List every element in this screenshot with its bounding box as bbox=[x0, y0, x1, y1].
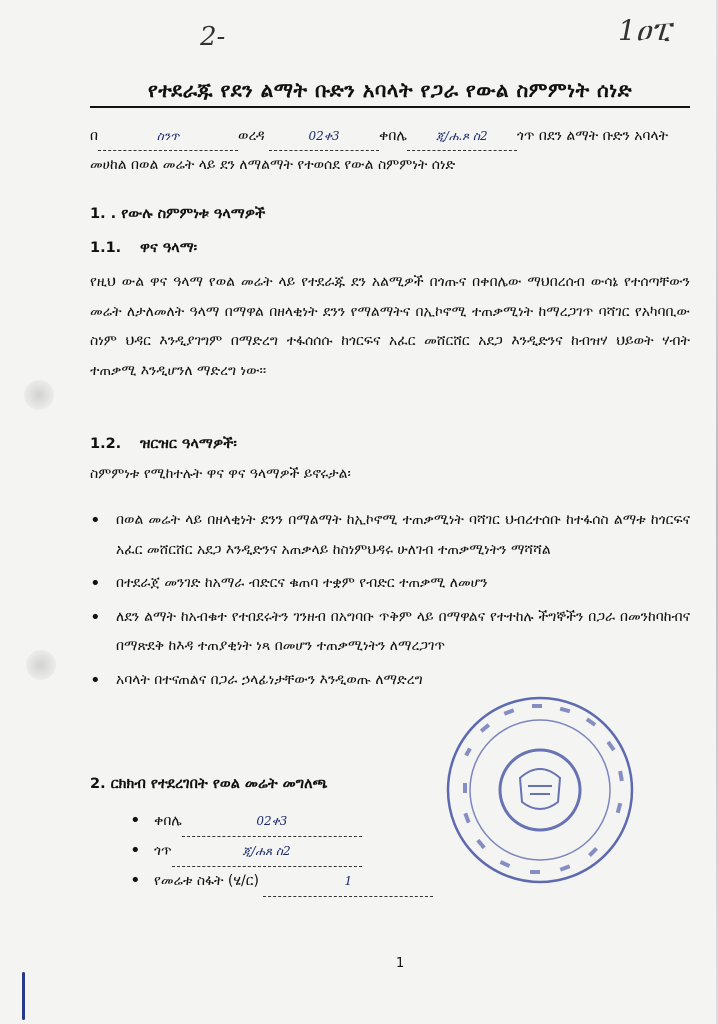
list-item: • በተደራጀ መንገድ ከአማራ ብድርና ቁጠባ ተቋም የብድር ተጠቃሚ ለመሆን bbox=[90, 569, 690, 599]
punch-hole-mark bbox=[26, 650, 56, 680]
list-item: • በወል መሬት ላይ በዘላቂነት ደንን በማልማት ከኢኮኖሚ ተጠቃሚነት ባሻገር ህብረተሰቡ ከተፋሰስ ልማቱ ከጎርፍና አፈር መሸርሸር አደጋ እንዲድንና አጠቃላይ ከስነምህዳሩ ሁለገብ ተጠቃሚነትን ማሻሻል bbox=[90, 506, 690, 565]
subsection-1-2-heading bbox=[90, 436, 237, 452]
intro-paragraph bbox=[90, 122, 690, 179]
handwritten-reference-number: 1ዐፒ bbox=[618, 14, 671, 47]
subsection-number: 1.2. bbox=[90, 436, 122, 452]
gott-fill: ጂ/ሐ.ጾ ስ2 bbox=[407, 122, 517, 151]
handwritten-page-mark: 2- bbox=[200, 22, 226, 52]
section-1-heading: 1. . የውሉ ስምምነቱ ዓላማዎች bbox=[90, 206, 266, 222]
subsection-1-1-heading bbox=[90, 240, 197, 256]
kebele-code-fill: 02ቀ3 bbox=[269, 122, 379, 151]
objectives-list bbox=[90, 506, 690, 699]
list-item: • ለደን ልማት ከአብቁተ የተበደሩትን ገንዘብ በአግባቡ ጥቅም ላይ በማዋልና የተተከሉ ችግኞችን በጋራ በመንከባከብና በማጽደቅ ከእዳ ተጠያቂነት ነጻ በመሆን ተጠቃሚነትን ለማረጋገጥ bbox=[90, 603, 690, 662]
punch-hole-mark bbox=[24, 380, 54, 410]
intro-text-2: ወረዳ bbox=[238, 128, 265, 144]
field-label: ጎጥ bbox=[154, 843, 172, 859]
intro-text-4: ጎጥ በደን ልማት ቡድን አባላት መሀከል በወል መሬት ላይ ደን ለማልማት የተወሰደ የውል ስምምነት ሰነድ bbox=[90, 128, 669, 173]
official-stamp-seal bbox=[440, 690, 640, 890]
field-value: ጂ/ሐጸ ስ2 bbox=[172, 836, 362, 867]
subsection-title: ዝርዝር ዓላማዎች፡ bbox=[140, 436, 237, 452]
intro-text-1: በ bbox=[90, 128, 99, 144]
field-value: 02ቀ3 bbox=[182, 806, 362, 837]
intro-text-3: ቀበሌ bbox=[379, 128, 407, 144]
list-item: • አባላት በተናጠልና በጋራ ኃላፊነታቸውን እንዲወጡ ለማድረግ bbox=[90, 666, 690, 696]
document-title: የተደራጁ የደን ልማት ቡድን አባላት የጋራ የውል ስምምነት ሰነድ bbox=[90, 78, 690, 108]
woreda-fill: ስንጥ bbox=[98, 122, 238, 151]
subsection-number: 1.1. bbox=[90, 240, 122, 256]
page-number: 1 bbox=[396, 956, 405, 971]
subsection-title: ዋና ዓላማ፡ bbox=[140, 240, 198, 256]
pen-margin-mark bbox=[22, 972, 25, 1020]
main-objective-paragraph: የዚህ ውል ዋና ዓላማ የወል መሬት ላይ የተደራጁ ደን አልሚዎች በጎጡና በቀበሌው ማህበረሰብ ውሳኔ የተሰጣቸውን መሬት ለታለመለት ዓላማ በማዋል በዘላቂነት ደንን የማልማትና በኢኮኖሚ ተጠቃሚነት ከማረጋገጥ ባሻገር የአካባቢው ስነም ህዳር እንዲያገግም በማድረግ ተፋሰሰሱ ከጎርፍና አፈር መሸርሸር አደጋ እንዲድንና ከብዝሃ ህይወት ሃብት ተጠቃሚ እንዲሆንለ ማድረግ ነው፡፡ bbox=[90, 274, 690, 379]
field-label: የመሬቱ ስፋት (ሄ/ር) bbox=[154, 873, 259, 889]
section-2-heading: 2. ርክክብ የተደረገበት የወል መሬት መግለጫ bbox=[90, 776, 328, 792]
field-label: ቀበሌ bbox=[154, 813, 182, 829]
field-value: 1 bbox=[263, 866, 433, 897]
detailed-objectives-intro: ስምምነቱ የሚከተሉት ዋና ዋና ዓላማዎች ይኖሩታል፡ bbox=[90, 466, 351, 482]
